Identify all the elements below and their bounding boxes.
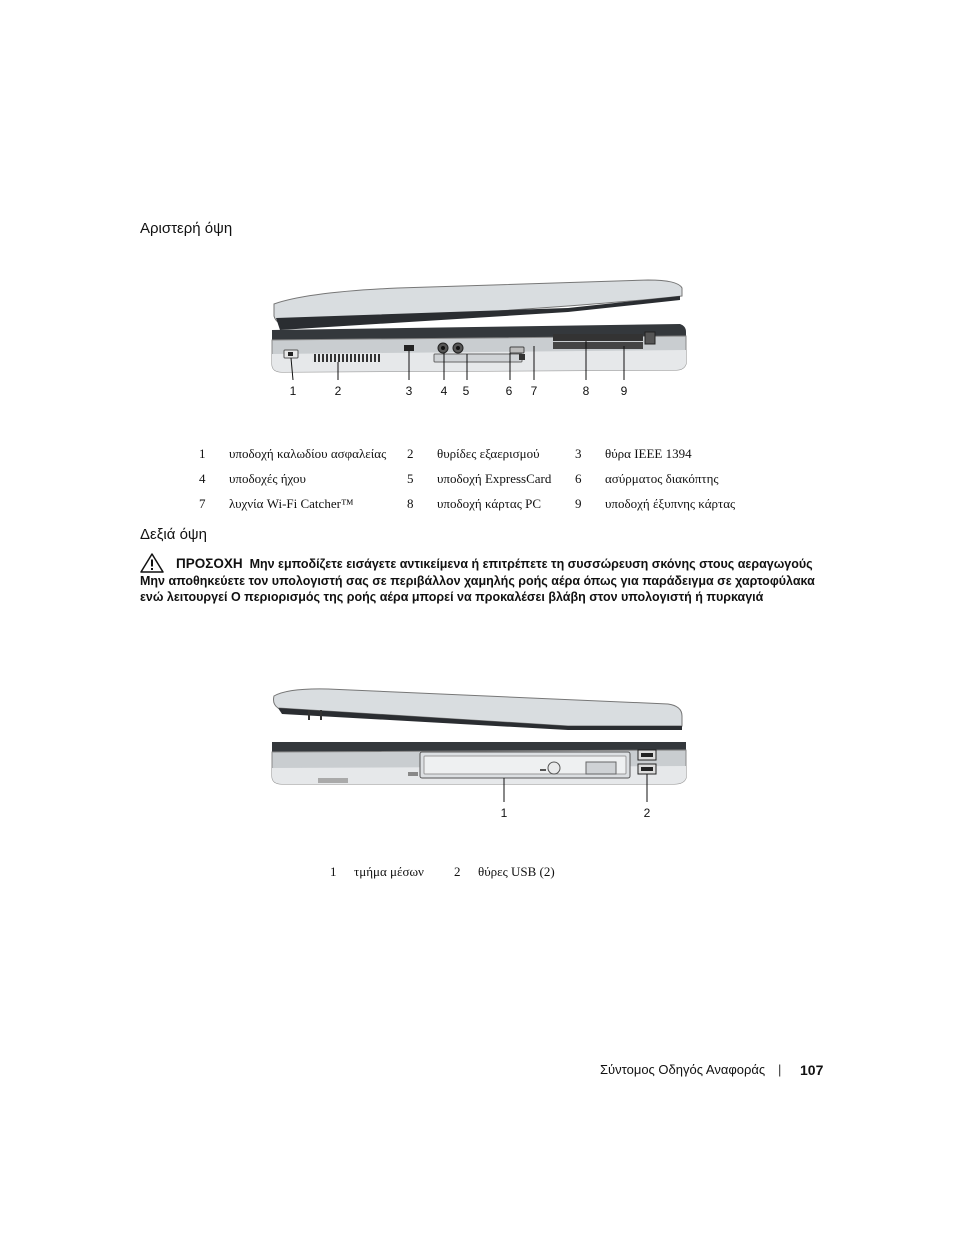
right-view-heading: Δεξιά όψη bbox=[140, 526, 207, 543]
left-callout-9: 9 bbox=[620, 384, 628, 398]
left-view-heading: Αριστερή όψη bbox=[140, 220, 233, 237]
laptop-left-side-illustration bbox=[268, 274, 688, 386]
legend-row bbox=[330, 864, 555, 889]
legend-label: τμήμα μέσων bbox=[354, 864, 424, 879]
left-callout-7: 7 bbox=[530, 384, 538, 398]
legend-number: 1 bbox=[199, 446, 206, 461]
legend-number: 5 bbox=[407, 471, 414, 486]
left-callout-6: 6 bbox=[505, 384, 513, 398]
legend-number: 1 bbox=[330, 864, 337, 879]
page-number: 107 bbox=[800, 1062, 824, 1078]
legend-number: 7 bbox=[199, 496, 206, 511]
legend-number: 2 bbox=[454, 864, 461, 879]
legend-label: ασύρματος διακόπτης bbox=[605, 471, 719, 486]
legend-row bbox=[199, 496, 735, 521]
left-callout-4: 4 bbox=[440, 384, 448, 398]
legend-label: υποδοχή ExpressCard bbox=[437, 471, 552, 486]
left-view-legend bbox=[199, 446, 735, 521]
legend-label: θύρα IEEE 1394 bbox=[605, 446, 692, 461]
legend-number: 8 bbox=[407, 496, 414, 511]
legend-row bbox=[199, 471, 735, 496]
laptop-right-side-illustration bbox=[268, 686, 688, 806]
legend-number: 9 bbox=[575, 496, 582, 511]
footer-title: Σύντομος Οδηγός Αναφοράς bbox=[600, 1062, 766, 1077]
left-callout-3: 3 bbox=[405, 384, 413, 398]
legend-row bbox=[199, 446, 735, 471]
legend-number: 4 bbox=[199, 471, 206, 486]
legend-label: θύρες USB (2) bbox=[478, 864, 555, 879]
caution-text: Μην εμποδίζετε εισάγετε αντικείμενα ή επιτρέπετε τη συσσώρευση σκόνης στους αεραγωγούς Μην αποθηκεύετε τον υπολογιστή σας σε περιβάλλον χαμηλής ροής αέρα όπως για παράδειγμα σε χαρτοφύλακα ενώ λειτουργεί Ο περιορισμός της ροής αέρα μπορεί να προκαλέσει βλάβη στον υπολογιστή ή πυρκαγιά bbox=[140, 557, 815, 604]
footer-separator: | bbox=[778, 1062, 782, 1077]
legend-label: υποδοχή έξυπνης κάρτας bbox=[605, 496, 736, 511]
right-callout-1: 1 bbox=[500, 806, 508, 820]
caution-notice bbox=[140, 556, 830, 606]
left-callout-2: 2 bbox=[334, 384, 342, 398]
left-callout-8: 8 bbox=[582, 384, 590, 398]
caution-title: ΠΡΟΣΟΧΗ bbox=[176, 556, 243, 571]
legend-number: 6 bbox=[575, 471, 582, 486]
legend-number: 3 bbox=[575, 446, 582, 461]
legend-label: θυρίδες εξαερισμού bbox=[437, 446, 540, 461]
right-callout-2: 2 bbox=[643, 806, 651, 820]
left-callout-5: 5 bbox=[462, 384, 470, 398]
legend-label: υποδοχή κάρτας PC bbox=[437, 496, 542, 511]
legend-label: υποδοχές ήχου bbox=[229, 471, 306, 486]
right-view-legend bbox=[330, 864, 555, 889]
legend-label: λυχνία Wi-Fi Catcher™ bbox=[229, 496, 354, 511]
left-callout-1: 1 bbox=[289, 384, 297, 398]
legend-number: 2 bbox=[407, 446, 414, 461]
legend-label: υποδοχή καλωδίου ασφαλείας bbox=[229, 446, 387, 461]
